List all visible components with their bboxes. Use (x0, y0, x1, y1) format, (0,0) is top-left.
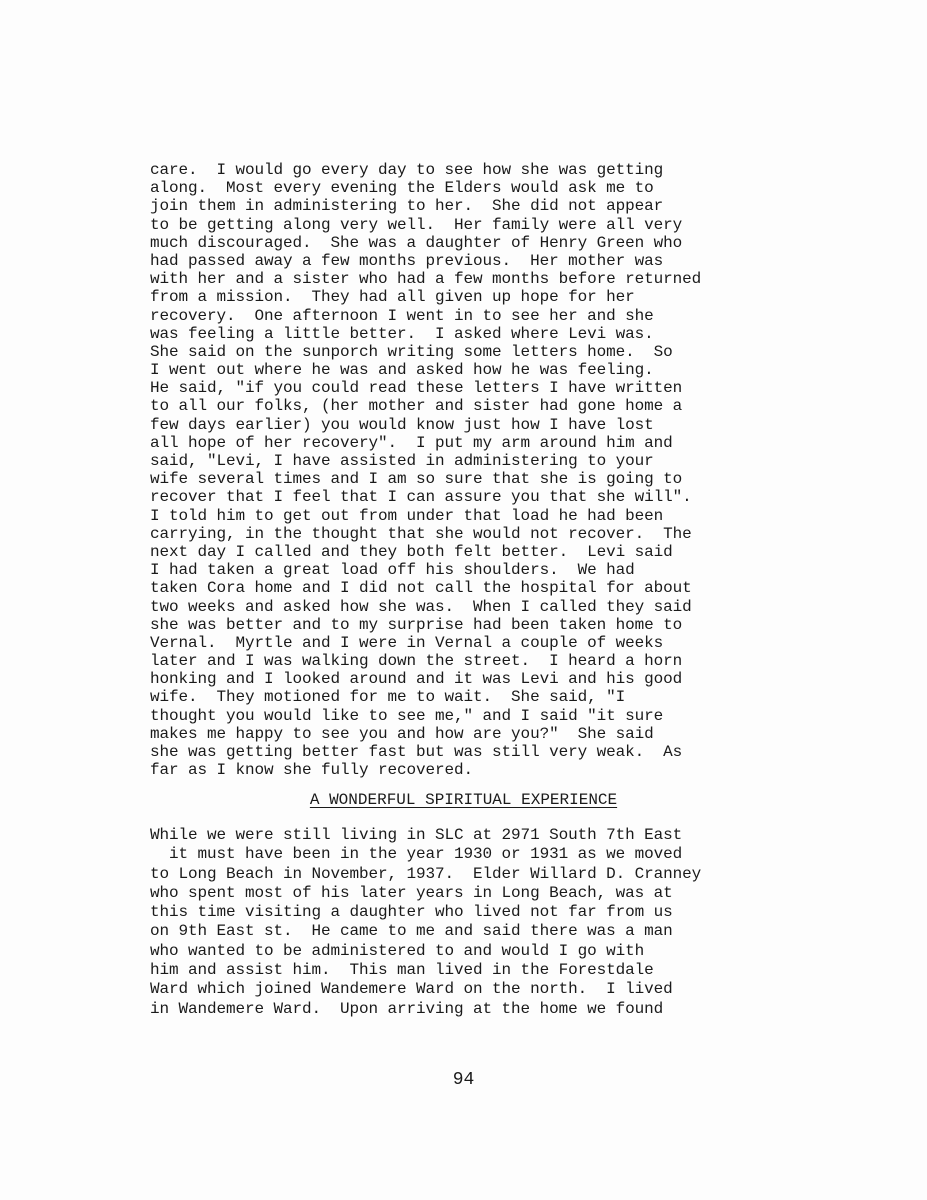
text-line: much discouraged. She was a daughter of Henry Green who (150, 233, 683, 252)
text-line: recovery. One afternoon I went in to see her and she (150, 306, 654, 325)
text-line: she was better and to my surprise had been taken home to (150, 615, 683, 634)
text-line: wife several times and I am so sure that she is going to (150, 470, 683, 489)
text-line: I had taken a great load off his shoulders. We had (150, 561, 635, 580)
text-line: was feeling a little better. I asked where Levi was. (150, 324, 654, 343)
text-line: makes me happy to see you and how are you?" She said (150, 724, 654, 743)
text-line: him and assist him. This man lived in the Forestdale (150, 961, 654, 980)
text-line: far as I know she fully recovered. (150, 761, 474, 780)
text-line: carrying, in the thought that she would not recover. The (150, 524, 692, 543)
text-line: I told him to get out from under that load he had been (150, 506, 664, 525)
text-line: honking and I looked around and it was Levi and his good (150, 670, 683, 689)
text-line: thought you would like to see me," and I said "it sure (150, 706, 664, 725)
paragraph-2 (150, 826, 790, 1019)
text-line: with her and a sister who had a few months before returned (150, 270, 702, 289)
text-line: He said, "if you could read these letters I have written (150, 379, 683, 398)
page-number: 94 (452, 1070, 475, 1090)
text-line: She said on the sunporch writing some letters home. So (150, 342, 673, 361)
section-heading-text: A WONDERFUL SPIRITUAL EXPERIENCE (309, 791, 618, 809)
text-line: who wanted to be administered to and would I go with (150, 941, 645, 960)
text-line: from a mission. They had all given up hope for her (150, 288, 635, 307)
text-line: wife. They motioned for me to wait. She said, "I (150, 688, 626, 707)
text-line: few days earlier) you would know just how I have lost (150, 415, 654, 434)
text-line: Vernal. Myrtle and I were in Vernal a couple of weeks (150, 633, 664, 652)
text-line: to Long Beach in November, 1937. Elder Willard D. Cranney (150, 864, 702, 883)
text-line: she was getting better fast but was still very weak. As (150, 743, 683, 761)
text-line: on 9th East st. He came to me and said there was a man (150, 922, 673, 941)
text-line: join them in administering to her. She did not appear (150, 197, 664, 216)
text-line: to be getting along very well. Her family were all very (150, 215, 683, 234)
text-line: to all our folks, (her mother and sister had gone home a (150, 397, 683, 416)
text-line: had passed away a few months previous. Her mother was (150, 251, 664, 270)
paragraph-1 (150, 161, 790, 779)
text-line: care. I would go every day to see how she was getting (150, 161, 664, 179)
text-line: this time visiting a daughter who lived not far from us (150, 903, 673, 922)
section-heading (0, 791, 927, 809)
text-line: taken Cora home and I did not call the hospital for about (150, 579, 692, 598)
text-line: said, "Levi, I have assisted in administering to your (150, 452, 654, 470)
text-line: along. Most every evening the Elders would ask me to (150, 179, 654, 198)
text-line: next day I called and they both felt better. Levi said (150, 542, 673, 561)
text-line: Ward which joined Wandemere Ward on the north. I lived (150, 980, 673, 999)
text-line: who spent most of his later years in Long Beach, was at (150, 883, 673, 902)
text-line: it must have been in the year 1930 or 1931 as we moved (150, 845, 683, 864)
text-line: two weeks and asked how she was. When I called they said (150, 597, 692, 616)
text-line: all hope of her recovery". I put my arm around him and (150, 433, 673, 452)
text-line: in Wandemere Ward. Upon arriving at the home we found (150, 999, 664, 1018)
text-line: While we were still living in SLC at 2971 South 7th East (150, 826, 683, 844)
text-line: later and I was walking down the street. I heard a horn (150, 652, 683, 671)
text-line: I went out where he was and asked how he was feeling. (150, 361, 654, 380)
text-line: recover that I feel that I can assure you that she will". (150, 488, 692, 507)
